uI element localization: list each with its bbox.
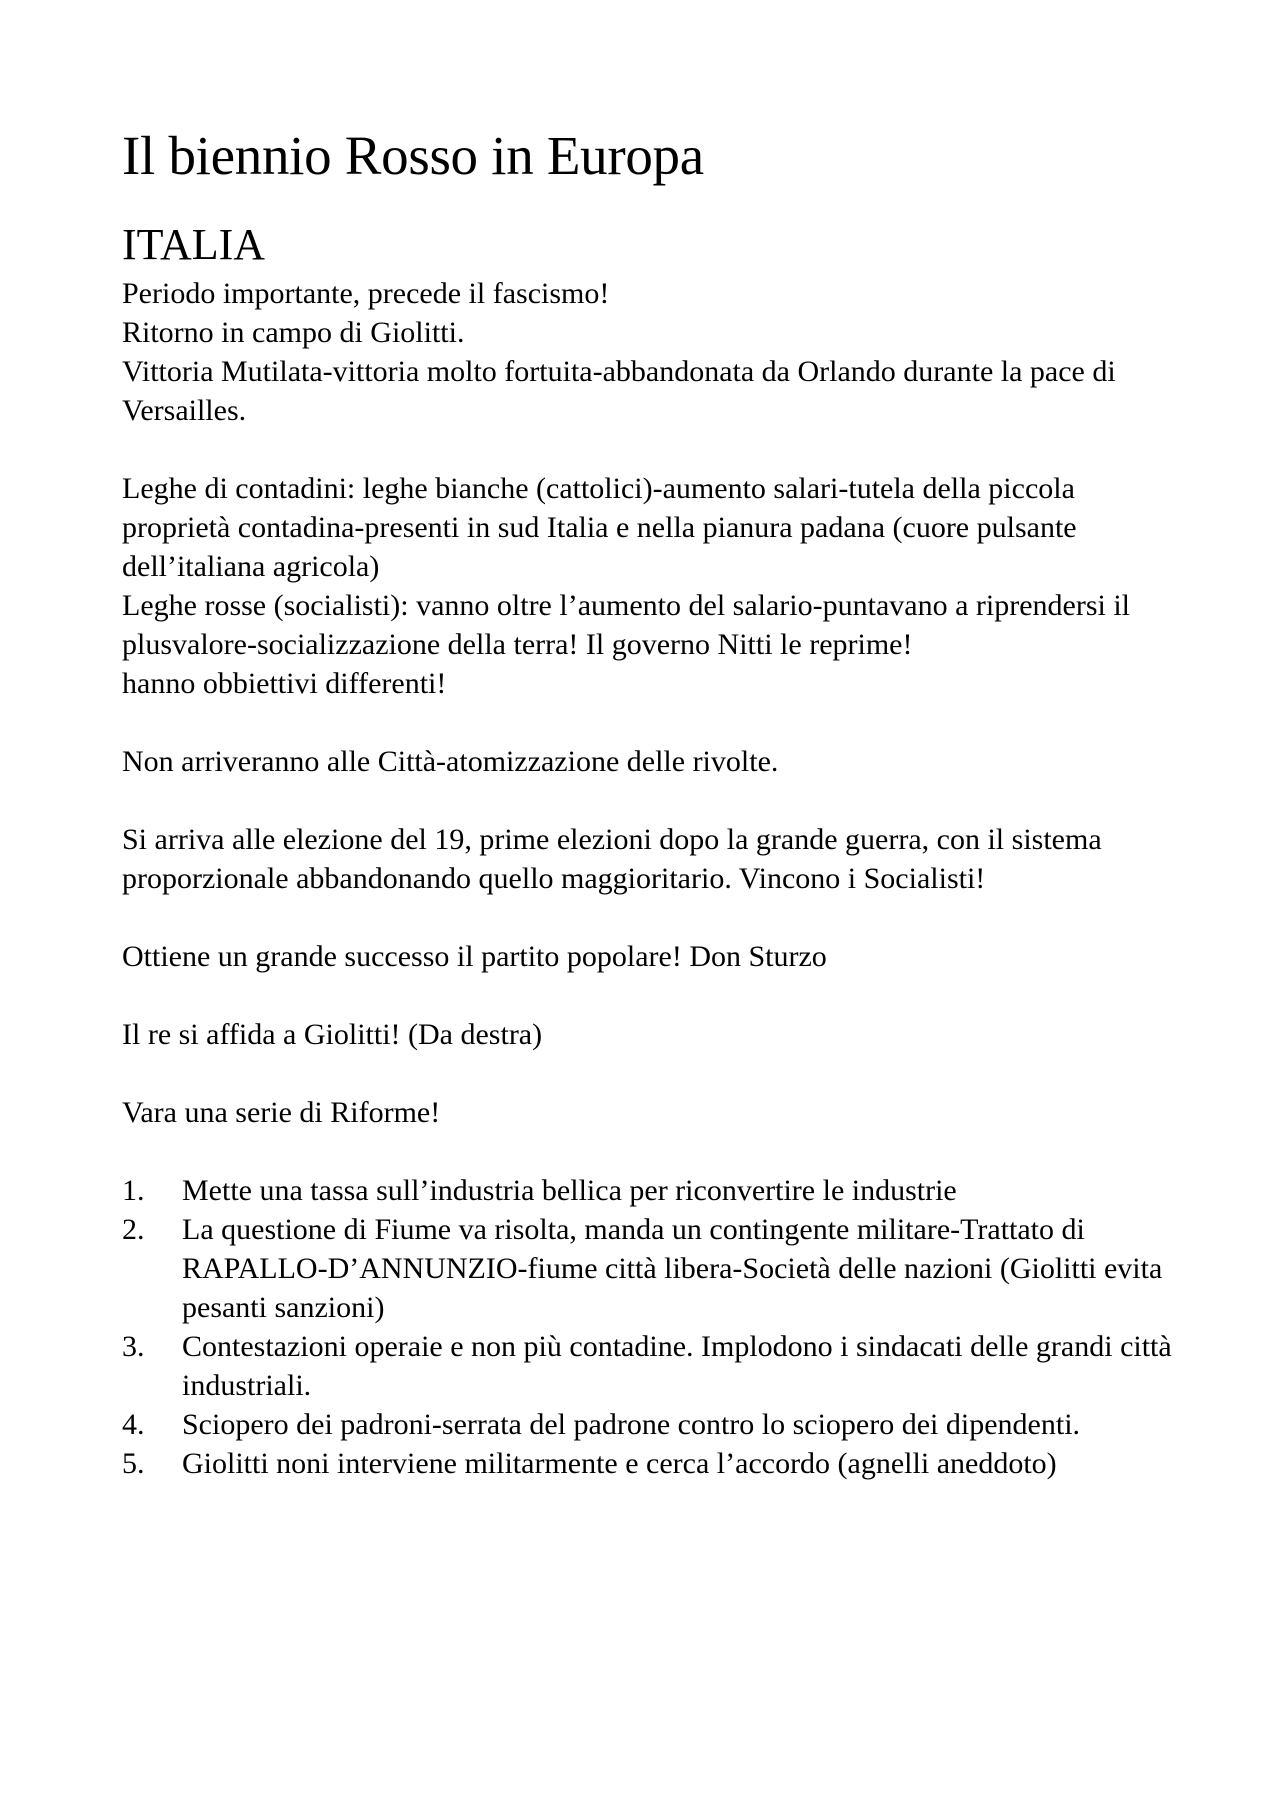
intro-line: Periodo importante, precede il fascismo! (122, 277, 610, 310)
list-item (122, 1405, 1182, 1444)
list-item (122, 1171, 1182, 1210)
list-item (122, 1210, 1182, 1327)
list-item-text: Giolitti noni interviene militarmente e cerca l’accordo (agnelli aneddoto) (182, 1447, 1057, 1480)
list-item (122, 1444, 1182, 1483)
list-item-text: Sciopero dei padroni-serrata del padrone contro lo sciopero dei dipendenti. (182, 1408, 1081, 1441)
intro-line: Ritorno in campo di Giolitti. (122, 316, 465, 349)
reforms-intro: Vara una serie di Riforme! (122, 1096, 441, 1129)
elections-paragraph: Si arriva alle elezione del 19, prime elezioni dopo la grande guerra, con il sistema proporzionale abbandonando quello maggioritario. Vincono i Socialisti! (122, 823, 1102, 895)
popolare-paragraph: Ottiene un grande successo il partito popolare! Don Sturzo (122, 940, 827, 973)
list-item-number: 1. (122, 1174, 145, 1207)
king-paragraph: Il re si affida a Giolitti! (Da destra) (122, 1018, 543, 1051)
list-item-number: 5. (122, 1447, 145, 1480)
list-item-text: Mette una tassa sull’industria bellica per riconvertire le industrie (182, 1174, 957, 1207)
list-item-number: 2. (122, 1213, 145, 1246)
leghe-rosse-paragraph: Leghe rosse (socialisti): vanno oltre l’aumento del salario-puntavano a riprendersi il plusvalore-socializzazione della terra! Il governo Nitti le reprime! (122, 589, 1131, 661)
cities-paragraph: Non arriveranno alle Città-atomizzazione delle rivolte. (122, 745, 779, 778)
document-title: Il biennio Rosso in Europa (122, 125, 704, 186)
list-item-number: 4. (122, 1408, 145, 1441)
list-item-text: La questione di Fiume va risolta, manda un contingente militare-Trattato di RAPALLO-D’ANNUNZIO-fiume città libera-Società delle nazioni (Giolitti evita pesanti sanzioni) (182, 1213, 1163, 1324)
reforms-list (122, 1171, 1182, 1483)
intro-line: Vittoria Mutilata-vittoria molto fortuita-abbandonata da Orlando durante la pace di Versailles. (122, 355, 1116, 427)
list-item (122, 1327, 1182, 1405)
leghe-bianche-paragraph: Leghe di contadini: leghe bianche (cattolici)-aumento salari-tutela della piccola proprietà contadina-presenti in sud Italia e nella pianura padana (cuore pulsante dell’italiana agricola) (122, 472, 1077, 583)
document-body (122, 118, 1182, 1483)
list-item-number: 3. (122, 1330, 145, 1363)
list-item-text: Contestazioni operaie e non più contadine. Implodono i sindacati delle grandi città industriali. (182, 1330, 1172, 1402)
section-heading: ITALIA (122, 220, 266, 269)
leghe-note: hanno obbiettivi differenti! (122, 667, 447, 700)
